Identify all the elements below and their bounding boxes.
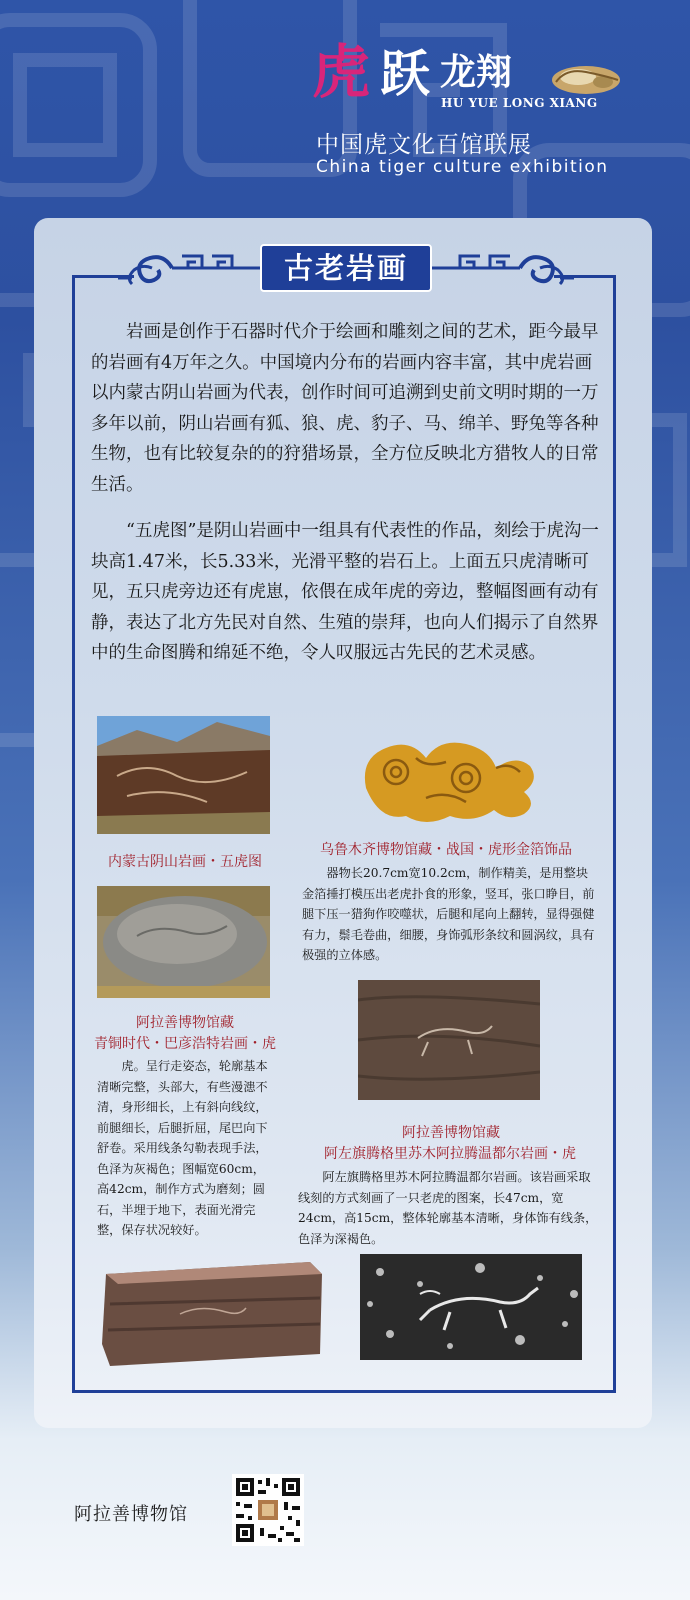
rock-slab-photo: [100, 1254, 326, 1370]
subtitle-chinese: 中国虎文化百馆联展: [316, 132, 532, 158]
gold-foil-caption: 乌鲁木齐博物馆藏・战国・虎形金箔饰品: [320, 842, 572, 858]
intro-paragraph-2: “五虎图”是阴山岩画中一组具有代表性的作品，刻绘于虎沟一块高1.47米，长5.33米，光滑平整的岩石上。上面五只虎清晰可见，五只虎旁边还有虎崽，依偎在成年虎的旁边，整幅图画有动有静，表达了北方先民对自然、生殖的崇拜，也向人们揭示了自然界中的生命图腾和绵延不绝，令人叹服远古先民的艺术灵感。: [91, 521, 599, 663]
footer-museum-name: 阿拉善博物馆: [74, 1504, 188, 1525]
alatengwenduer-petroglyph-photo: [358, 980, 540, 1100]
intro-paragraph-1: 岩画是创作于石器时代介于绘画和雕刻之间的艺术，距今最早的岩画有4万年之久。中国境内分布的岩画内容丰富，其中虎岩画以内蒙古阴山岩画为代表，创作时间可追溯到史前文明时期的一万多年以前，阴山岩画有狐、狼、虎、豹子、马、绵羊、野兔等各种生物，也有比较复杂的的狩猎场景，全方位反映北方猎牧人的日常生活。: [91, 322, 599, 495]
yinshan-caption: 内蒙古阴山岩画・五虎图: [108, 854, 262, 870]
section-title-box: [260, 244, 432, 292]
section-title: 古老岩画: [283, 251, 408, 285]
cloud-ornament-left: [112, 248, 262, 288]
cloud-ornament-right: [430, 248, 580, 288]
alatengwenduer-caption-line2: 阿左旗腾格里苏木阿拉腾温都尔岩画・虎: [324, 1146, 576, 1162]
bayanhot-caption-line1: 阿拉善博物馆藏: [136, 1015, 234, 1031]
qr-code[interactable]: [232, 1474, 304, 1546]
gold-foil-tiger-image: [356, 728, 542, 822]
bayanhot-caption-line2: 青铜时代・巴彦浩特岩画・虎: [94, 1036, 276, 1052]
bayanhot-description: 虎。呈行走姿态，轮廓基本清晰完整，头部大，有些漫漶不清，身形细长，上有斜向线纹，前腿细长，后腿折屈，尾巴向下舒卷。采用线条勾勒表现手法，色泽为灰褐色；图幅宽60cm，高42cm，制作方式为磨刻；圆石，半埋于地下，表面光滑完整，保存状况较好。: [97, 1059, 268, 1237]
title-character-hu: 虎: [312, 38, 371, 106]
alatengwenduer-description: 阿左旗腾格里苏木阿拉腾温都尔岩画。该岩画采取线刻的方式刻画了一只老虎的图案，长47cm，宽24cm，高15cm，整体轮廓基本清晰，身体饰有线条，色泽为深褐色。: [298, 1170, 598, 1246]
jade-tiger-artifact-image: [548, 60, 624, 98]
petroglyph-rubbing-image: [360, 1254, 582, 1360]
alatengwenduer-caption-line1: 阿拉善博物馆藏: [402, 1125, 500, 1141]
gold-foil-description: 器物长20.7cm宽10.2cm，制作精美，是用整块金箔捶打模压出老虎扑食的形象，竖耳，张口睁目，前腿下压一猎狗作咬噬状，后腿和尾向上翻转，显得强健有力，鬃毛卷曲，细腰，身饰弧形条纹和圆涡纹，具有极强的立体感。: [302, 866, 595, 962]
title-pinyin: HU YUE LONG XIANG: [441, 96, 598, 110]
title-character-yue: 跃: [380, 44, 430, 103]
bayanhot-tiger-rock-photo: [97, 886, 270, 998]
yinshan-five-tigers-photo: [97, 716, 270, 834]
title-longxiang: 龙翔: [440, 51, 513, 93]
header: [0, 0, 690, 200]
subtitle-english: China tiger culture exhibition: [316, 157, 609, 177]
